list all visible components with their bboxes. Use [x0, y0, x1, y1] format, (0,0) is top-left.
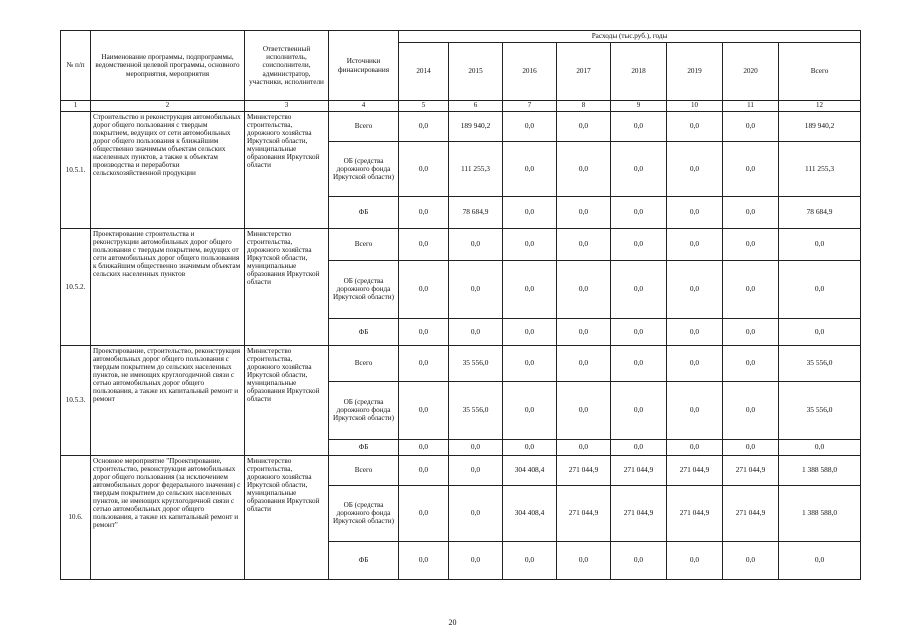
year-value-cell: 0,0 — [611, 541, 667, 579]
table-row — [61, 228, 861, 260]
year-value-cell: 0,0 — [399, 381, 449, 439]
year-value-cell: 0,0 — [611, 381, 667, 439]
year-value-cell: 0,0 — [667, 541, 723, 579]
year-value-cell: 0,0 — [449, 541, 503, 579]
year-value-cell: 0,0 — [667, 196, 723, 228]
header-year: 2019 — [667, 43, 723, 101]
column-number-row — [61, 101, 861, 112]
year-value-cell: 0,0 — [611, 111, 667, 141]
year-value-cell: 0,0 — [611, 196, 667, 228]
table-header — [61, 31, 861, 112]
year-value-cell: 0,0 — [557, 228, 611, 260]
year-value-cell: 0,0 — [667, 260, 723, 318]
year-value-cell: 304 408,4 — [503, 485, 557, 541]
header-year: 2016 — [503, 43, 557, 101]
year-value-cell: 0,0 — [723, 541, 779, 579]
year-value-cell: 0,0 — [503, 541, 557, 579]
funding-source-cell: ФБ — [329, 541, 399, 579]
table-row — [61, 111, 861, 141]
column-number: 5 — [399, 101, 449, 112]
column-number: 6 — [449, 101, 503, 112]
funding-source-cell: Всего — [329, 228, 399, 260]
year-value-cell: 0,0 — [399, 345, 449, 381]
year-value-cell: 0,0 — [723, 141, 779, 196]
year-value-cell: 0,0 — [723, 345, 779, 381]
responsible-cell: Министерство строительства, дорожного хозяйства Иркутской области, муниципальные образования Иркутской области — [245, 111, 329, 228]
year-value-cell: 0,0 — [399, 485, 449, 541]
year-value-cell: 0,0 — [503, 381, 557, 439]
column-number: 4 — [329, 101, 399, 112]
year-value-cell: 0,0 — [503, 318, 557, 345]
year-value-cell: 111 255,3 — [449, 141, 503, 196]
header-source: Источники финансирования — [329, 31, 399, 101]
year-value-cell: 0,0 — [611, 439, 667, 455]
year-value-cell: 0,0 — [449, 455, 503, 485]
year-value-cell: 0,0 — [503, 141, 557, 196]
total-value-cell: 189 940,2 — [779, 111, 861, 141]
year-value-cell: 0,0 — [611, 260, 667, 318]
year-value-cell: 271 044,9 — [557, 455, 611, 485]
year-value-cell: 0,0 — [503, 260, 557, 318]
year-value-cell: 35 556,0 — [449, 381, 503, 439]
year-value-cell: 0,0 — [667, 228, 723, 260]
year-value-cell: 35 556,0 — [449, 345, 503, 381]
year-value-cell: 0,0 — [557, 260, 611, 318]
funding-source-cell: Всего — [329, 111, 399, 141]
row-number-cell: 10.5.1. — [61, 111, 91, 228]
year-value-cell: 271 044,9 — [667, 485, 723, 541]
total-value-cell: 111 255,3 — [779, 141, 861, 196]
year-value-cell: 0,0 — [399, 141, 449, 196]
year-value-cell: 0,0 — [557, 111, 611, 141]
table-body — [61, 111, 861, 579]
measure-name-cell: Основное мероприятие "Проектирование, строительство, реконструкция автомобильных дорог общего пользования (за исключением автомобильных дорог федерального значения) с твердым покрытием до сельских населенных пунктов, не имеющих круглогодичной связи с сетью автомобильных дорог общего пользования, а также их капитальный ремонт и ремонт" — [91, 455, 245, 579]
year-value-cell: 0,0 — [449, 260, 503, 318]
column-number: 12 — [779, 101, 861, 112]
column-number: 3 — [245, 101, 329, 112]
header-year: 2018 — [611, 43, 667, 101]
funding-source-cell: ФБ — [329, 439, 399, 455]
table-row — [61, 345, 861, 381]
column-number: 2 — [91, 101, 245, 112]
year-value-cell: 271 044,9 — [723, 455, 779, 485]
year-value-cell: 0,0 — [557, 345, 611, 381]
year-value-cell: 0,0 — [557, 381, 611, 439]
year-value-cell: 0,0 — [449, 485, 503, 541]
header-year: 2017 — [557, 43, 611, 101]
year-value-cell: 0,0 — [503, 196, 557, 228]
year-value-cell: 0,0 — [503, 228, 557, 260]
year-value-cell: 0,0 — [611, 228, 667, 260]
year-value-cell: 0,0 — [723, 439, 779, 455]
year-value-cell: 271 044,9 — [611, 485, 667, 541]
year-value-cell: 0,0 — [449, 439, 503, 455]
total-value-cell: 0,0 — [779, 541, 861, 579]
funding-source-cell: ОБ (средства дорожного фонда Иркутской области) — [329, 381, 399, 439]
page-number: 20 — [448, 618, 457, 627]
measure-name-cell: Проектирование, строительство, реконструкция автомобильных дорог общего пользования с твердым покрытием до сельских населенных пунктов, не имеющих круглогодичной связи с сетью автомобильных дорог общего пользования, а также их капитальный ремонт и ремонт — [91, 345, 245, 455]
responsible-cell: Министерство строительства, дорожного хозяйства Иркутской области, муниципальные образования Иркутской области — [245, 228, 329, 345]
year-value-cell: 0,0 — [611, 345, 667, 381]
year-value-cell: 0,0 — [399, 260, 449, 318]
funding-source-cell: ОБ (средства дорожного фонда Иркутской области) — [329, 485, 399, 541]
year-value-cell: 189 940,2 — [449, 111, 503, 141]
year-value-cell: 0,0 — [723, 196, 779, 228]
header-year: 2020 — [723, 43, 779, 101]
responsible-cell: Министерство строительства, дорожного хозяйства Иркутской области, муниципальные образования Иркутской области — [245, 345, 329, 455]
row-number-cell: 10.6. — [61, 455, 91, 579]
funding-source-cell: ФБ — [329, 318, 399, 345]
year-value-cell: 0,0 — [503, 345, 557, 381]
year-value-cell: 0,0 — [723, 381, 779, 439]
total-value-cell: 0,0 — [779, 439, 861, 455]
year-value-cell: 0,0 — [723, 260, 779, 318]
year-value-cell: 0,0 — [667, 439, 723, 455]
header-responsible: Ответственный исполнитель, соисполнители, администратор, участники, исполнители — [245, 31, 329, 101]
column-number: 1 — [61, 101, 91, 112]
year-value-cell: 271 044,9 — [611, 455, 667, 485]
column-number: 7 — [503, 101, 557, 112]
year-value-cell: 0,0 — [449, 318, 503, 345]
year-value-cell: 304 408,4 — [503, 455, 557, 485]
year-value-cell: 0,0 — [667, 111, 723, 141]
year-value-cell: 0,0 — [399, 455, 449, 485]
year-value-cell: 0,0 — [667, 141, 723, 196]
year-value-cell: 0,0 — [449, 228, 503, 260]
year-value-cell: 0,0 — [503, 439, 557, 455]
total-value-cell: 35 556,0 — [779, 381, 861, 439]
year-value-cell: 0,0 — [667, 345, 723, 381]
funding-source-cell: ОБ (средства дорожного фонда Иркутской области) — [329, 141, 399, 196]
header-year: 2015 — [449, 43, 503, 101]
column-number: 11 — [723, 101, 779, 112]
column-number: 9 — [611, 101, 667, 112]
total-value-cell: 0,0 — [779, 260, 861, 318]
row-number-cell: 10.5.3. — [61, 345, 91, 455]
year-value-cell: 271 044,9 — [723, 485, 779, 541]
total-value-cell: 0,0 — [779, 318, 861, 345]
year-value-cell: 0,0 — [503, 111, 557, 141]
header-row-number: № п/п — [61, 31, 91, 101]
header-expenses: Расходы (тыс.руб.), годы — [399, 31, 861, 43]
funding-source-cell: ФБ — [329, 196, 399, 228]
year-value-cell: 271 044,9 — [557, 485, 611, 541]
year-value-cell: 0,0 — [611, 318, 667, 345]
year-value-cell: 0,0 — [557, 439, 611, 455]
table-row — [61, 455, 861, 485]
year-value-cell: 0,0 — [399, 439, 449, 455]
year-value-cell: 0,0 — [557, 541, 611, 579]
year-value-cell: 78 684,9 — [449, 196, 503, 228]
header-year: 2014 — [399, 43, 449, 101]
header-name: Наименование программы, подпрограммы, ведомственной целевой программы, основного мероприятия, мероприятия — [91, 31, 245, 101]
funding-source-cell: Всего — [329, 345, 399, 381]
total-value-cell: 0,0 — [779, 228, 861, 260]
year-value-cell: 0,0 — [723, 228, 779, 260]
year-value-cell: 0,0 — [667, 318, 723, 345]
total-value-cell: 78 684,9 — [779, 196, 861, 228]
year-value-cell: 0,0 — [399, 196, 449, 228]
year-value-cell: 0,0 — [399, 111, 449, 141]
year-value-cell: 0,0 — [557, 318, 611, 345]
year-value-cell: 0,0 — [611, 141, 667, 196]
year-value-cell: 0,0 — [667, 381, 723, 439]
measure-name-cell: Проектирование строительства и реконструкции автомобильных дорог общего пользования с твердым покрытием, ведущих от сети автомобильных дорог общего пользования к ближайшим общественно значимым объектам сельских населенных пунктов — [91, 228, 245, 345]
total-value-cell: 1 388 588,0 — [779, 455, 861, 485]
year-value-cell: 0,0 — [399, 228, 449, 260]
year-value-cell: 0,0 — [723, 111, 779, 141]
column-number: 8 — [557, 101, 611, 112]
column-number: 10 — [667, 101, 723, 112]
funding-source-cell: ОБ (средства дорожного фонда Иркутской области) — [329, 260, 399, 318]
year-value-cell: 271 044,9 — [667, 455, 723, 485]
responsible-cell: Министерство строительства, дорожного хозяйства Иркутской области, муниципальные образования Иркутской области — [245, 455, 329, 579]
funding-source-cell: Всего — [329, 455, 399, 485]
header-total: Всего — [779, 43, 861, 101]
year-value-cell: 0,0 — [399, 318, 449, 345]
measure-name-cell: Строительство и реконструкция автомобильных дорог общего пользования с твердым покрытием, ведущих от сети автомобильных дорог общего пользования к ближайшим общественно значимым объектам сельских населенных пунктов, а также к объектам производства и переработки сельскохозяйственной продукции — [91, 111, 245, 228]
year-value-cell: 0,0 — [723, 318, 779, 345]
expenditure-table — [60, 30, 861, 580]
year-value-cell: 0,0 — [399, 541, 449, 579]
row-number-cell: 10.5.2. — [61, 228, 91, 345]
year-value-cell: 0,0 — [557, 141, 611, 196]
total-value-cell: 1 388 588,0 — [779, 485, 861, 541]
total-value-cell: 35 556,0 — [779, 345, 861, 381]
year-value-cell: 0,0 — [557, 196, 611, 228]
